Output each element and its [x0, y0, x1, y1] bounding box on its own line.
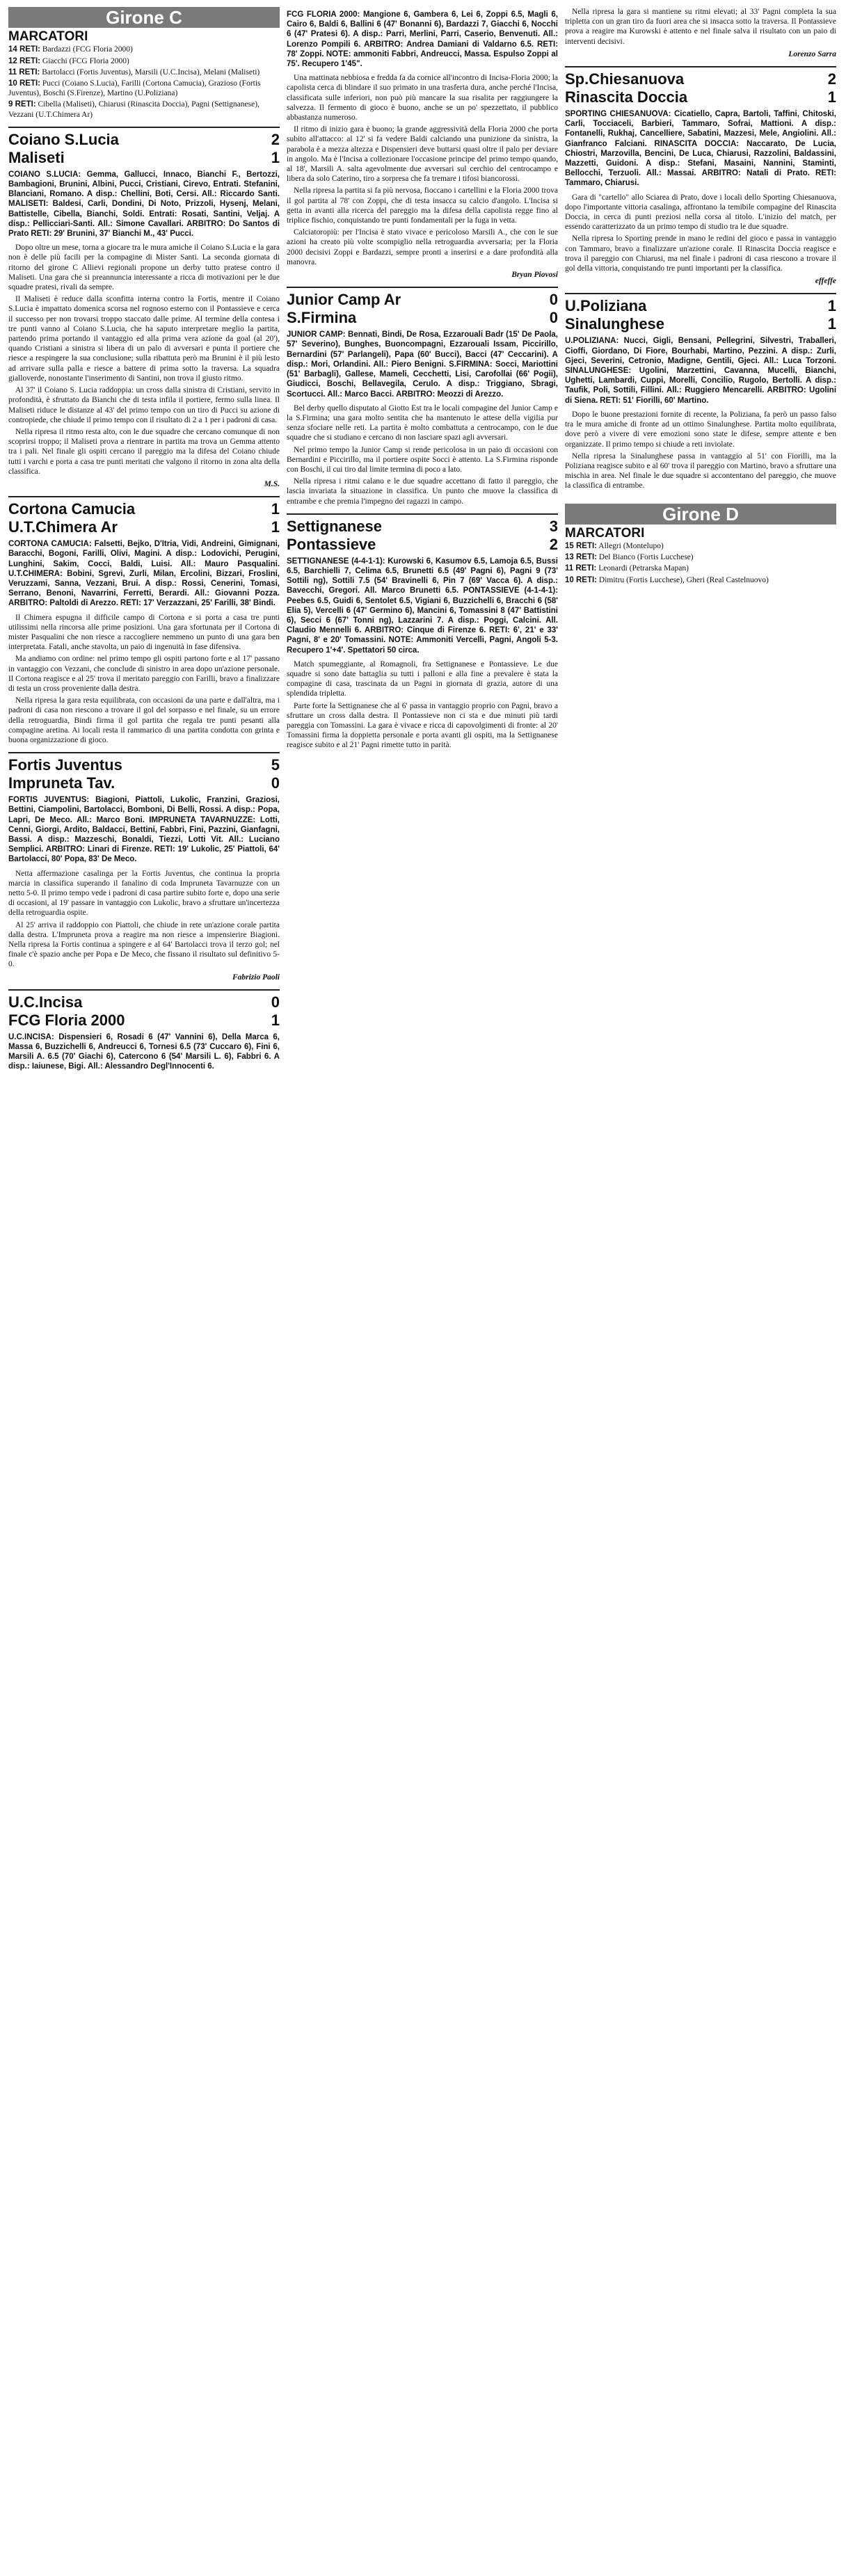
scorer-row: 14 RETI: Bardazzi (FCG Floria 2000) — [8, 45, 133, 54]
team-row-home: Sp.Chiesanuova 2 — [565, 70, 836, 88]
match-juniorcamp-sfirmina — [287, 287, 558, 506]
team-row-away: FCG Floria 2000 1 — [8, 1011, 280, 1029]
scorer-row: 12 RETI: Giacchi (FCG Floria 2000) — [8, 56, 129, 65]
article-paragraph: Parte forte la Settignanese che al 6' passa in vantaggio proprio con Pagni, bravo a sfruttare un cross dalla destra. Il Pontassieve non ci sta e due minuti più tardi pareggia con Tomassini. La gara è vivace e ricca di capovolgimenti di fronte: al 20' Tomassini firma la doppietta personale e porta avanti gli ospiti, ma la Settignanese reagisce subito e al 21' Pagni rimette tutto in parità. — [287, 701, 558, 750]
match-lineups: SETTIGNANESE (4-4-1-1): Kurowski 6, Kasumov 6.5, Lamoja 6.5, Bussi 6.5, Barchielli 7, Celima 6.5, Brunetti 6.5 (49' Pagni 6), Pagni 9 (73' Sottili ng), Sottili 7.5 (54' Bravinelli 6, Pin 7 (69' Vacca 6). A disp.: Bavecchi, Gregori. All. Marco Brunetti 6.5. PONTASSIEVE (4-1-4-1): Peebes 6.5, Guidi 6, Sentolet 6.5, Vigiani 6, Buzzichelli 6, Bracchi 6 (58' Elia 5), Vercelli 6 (47' Germino 6), Mancini 6, Tomassini 8 (47' Battistini 6), Secci 6 (67' Tonni ng), Lazzarini 7. A disp.: Poggi, Calcini. All. Claudio Mennelli 6. ARBITRO: Cinque di Firenze 6. RETI: 6', 21' e 33' Pagni, 8' e 20' Tomassini. NOTE: Ammoniti Vercelli, Pagni, Angoli 5-3. Recupero 1'+4'. Spettatori 50 circa. — [287, 557, 558, 655]
match-coiano-maliseti — [8, 127, 280, 489]
section-band-girone-d: Girone D — [565, 504, 836, 525]
scorer-row: 11 RETI: Bartolacci (Fortis Juventus), Marsili (U.C.Incisa), Melani (Maliseti) — [8, 67, 260, 77]
scorer-row: 9 RETI: Cibella (Maliseti), Chiarusi (Rinascita Doccia), Pagni (Settignanese), Vezzani (U.T.Chimera Ar) — [8, 100, 260, 119]
article-paragraph: Netta affermazione casalinga per la Fortis Juventus, che continua la propria marcia in classifica superando il fanalino di coda Impruneta Tavarnuzze con un netto 5-0. Il primo tempo vede i padroni di casa partire subito forte e, dopo una serie di occasioni, al 19' passare in vantaggio con Lukolic, bravo a sfruttare un'incertezza della retroguardia ospite. — [8, 869, 280, 918]
team-row-home: Cortona Camucia 1 — [8, 500, 280, 518]
article-paragraph: Il Chimera espugna il difficile campo di Cortona e si porta a casa tre punti utilissimi nella rincorsa alle prime posizioni. Una gara sfortunata per il Cortona di mister Pasqualini che non riesce a raccogliere nemmeno un punto di una gara ben interpretata. Fatali, anche stavolta, un paio di ingenuità in fase difensiva. — [8, 613, 280, 652]
article-paragraph: Al 37' il Coiano S. Lucia raddoppia: un cross dalla sinistra di Cristiani, servito in profondità, è sfruttato da Bianchi che di testa infila il portiere, fermo sulla linea. Il Maliseti riduce le distanze al 43' del primo tempo con un tiro di Pucci su azione di contropiede, che chiude il primo tempo con il risultato di 2 a 1 per i padroni di casa. — [8, 386, 280, 424]
article-author: Lorenzo Sarra — [788, 49, 836, 58]
team-row-home: U.C.Incisa 0 — [8, 993, 280, 1011]
team-row-home: Junior Camp Ar 0 — [287, 291, 558, 309]
article-paragraph: Nella ripresa la Sinalunghese passa in vantaggio al 51' con Fiorilli, ma la Poliziana reagisce subito e al 60' trova il pareggio con Martino, bravo a sfruttare una mischia in area. Nel finale le due squadre si accontentano del pareggio, che muove la classifica di entrambe. — [565, 451, 836, 490]
team-row-away: S.Firmina 0 — [287, 309, 558, 327]
article-paragraph: Nella ripresa il ritmo resta alto, con le due squadre che cercano comunque di non scoprirsi troppo; il Maliseti prova a rientrare in partita ma trova un Gemma attento tra i pali. Nel finale gli ospiti cercano il pareggio ma la difesa del Coiano chiude tutti i varchi e porta a casa tre punti meritati che valgono il ritorno in zona alta della classifica. — [8, 427, 280, 476]
match-poliziana-sinalunghese — [565, 293, 836, 490]
match-lineups: CORTONA CAMUCIA: Falsetti, Bejko, D'Itria, Vidi, Andreini, Gimignani, Baracchi, Bogoni, Farilli, Olivi, Magini. A disp.: Lodovichi, Perugini, Lunghini, Sakim, Cocci, Baldi, Luisi. All.: Mauro Pasqualini. U.T.CHIMERA: Bobini, Sgrevi, Zurli, Milan, Ercolini, Bizzari, Froslini, Veruzzami, Sanna, Vezzani, Brui. A disp.: Rossi, Cenerini, Tomasi, Serrano, Benoni, Navarrini, Ferretti, Berardi. All.: Giovanni Pozza. ARBITRO: Paltoldi di Arezzo. RETI: 17' Verzazzani, 25' Farilli, 38' Bindi. — [8, 540, 280, 608]
article-paragraph: Il Maliseti è reduce dalla sconfitta interna contro la Fortis, mentre il Coiano S.Lucia è impattato domenica scorsa nel rognoso esterno con il Pontassieve e cerca il successo per non trovarsi troppo staccato dalle prime. Al termine della contesa i tre punti vanno al Coiano S.Lucia, che ha saputo interpretare meglio la partita, partendo prima portando il vantaggio ed alla prima vera azione da goal (al 20'), quando Cristiani a sinistra si libera di un palo di avversari e punta il portiere che riesce a respingere la sua conclusione; sulla ribattuta però ma Brunini è il più lesto ad arrivare sulla palla e riesce a battere di prima sotto la traversa. La squadra gialloverde, nonostante l'inserimento di Santini, non trova il giusto ritmo. — [8, 295, 280, 383]
team-row-home: Coiano S.Lucia 2 — [8, 130, 280, 148]
scorer-row: 15 RETI: Allegri (Montelupo) — [565, 541, 664, 550]
team-row-home: Settignanese 3 — [287, 517, 558, 535]
article-paragraph: Nella ripresa lo Sporting prende in mano le redini del gioco e passa in vantaggio con Tammaro, bravo a finalizzare un'azione corale. Il Rinascita Doccia reagisce e trova il pareggio con Chiarusi, ma nel finale i padroni di casa riescono a trovare il gol della vittoria, conquistando tre punti importanti per la classifica. — [565, 234, 836, 273]
scorer-row: 10 RETI: Dimitru (Fortis Lucchese), Gheri (Real Castelnuovo) — [565, 575, 769, 584]
match-lineups: SPORTING CHIESANUOVA: Cicatiello, Capra, Bartoli, Taffini, Chitoski, Carli, Tocciaceli, Barbieri, Tammaro, Sofrai, Mattioni. A disp.: Fontanelli, Rukhaj, Cancelliere, Sabatini, Mazzesi, Mele, Angiolini. All.: Gianfranco Falciani. RINASCITA DOCCIA: Naccarato, De Lucia, Chiostri, Marzovilla, Bencini, De Luca, Chiarusi, Razzolini, Baldassini, Mazzetti, Guidoni. A disp.: Stefani, Masaini, Nannini, Staminti, Bellocchi, Terzuoli. All.: Massai. ARBITRO: Natali di Prato. RETI: Tammaro, Chiarusi. — [565, 110, 836, 188]
match-chiesanuova-doccia — [565, 66, 836, 286]
scorer-row: 10 RETI: Pucci (Coiano S.Lucia), Farilli (Cortona Camucia), Grazioso (Fortis Juventus), Boschi (S.Firenze), Martino (U.Poliziana) — [8, 79, 261, 98]
article-paragraph: Match spumeggiante, al Romagnoli, fra Settignanese e Pontassieve. Le due squadre si sono date battaglia su tutti i palloni e alla fine a prevalere è stata la compagine di casa, trascinata da un Pagni in giornata di grazia, autore di una splendida tripletta. — [287, 659, 558, 698]
scorers-list — [8, 45, 280, 119]
team-row-away: Maliseti 1 — [8, 148, 280, 166]
column-1 — [8, 7, 280, 2569]
scorers-list — [565, 541, 836, 585]
article-paragraph: Dopo oltre un mese, torna a giocare tra le mura amiche il Coiano S.Lucia e la gara non è delle più facili per la compagine di Mister Santi. La seconda giornata di ritorno del girone C Allievi regionali propone un derby tutto pratese contro il Maliseti. Una gara che si preannuncia interessante a ricca di motivazioni per le due squadre pratesi, rivali da sempre. — [8, 243, 280, 292]
match-settignanese-pontassieve — [287, 513, 558, 751]
article-paragraph: Al 25' arriva il raddoppio con Piattoli, che chiude in rete un'azione corale partita dalla destra. L'Impruneta prova a reagire ma non riesce a impensierire Biagioni. Nella ripresa la Fortis continua a spingere e al 64' Bartolacci trova il terzo gol; nel finale c'è spazio anche per Popa e De Meco, che fissano il risultato sul definitivo 5-0. — [8, 920, 280, 969]
article-paragraph: Calciatoropiù: per l'Incisa è stato vivace e pericoloso Marsili A., che con le sue azioni ha creato più volte scompiglio nella retroguardia avversaria; per la Floria 2000 decisivi Zoppi e Bardazzi, sempre pronti a inserirsi e a dare profondità alla manovra. — [287, 228, 558, 266]
article-paragraph: Nel primo tempo la Junior Camp si rende pericolosa in un paio di occasioni con Bernardini e Piccirillo, ma il portiere ospite Socci è attento. La S.Firmina risponde con Boschi, il cui tiro dal limite termina di poco a lato. — [287, 445, 558, 474]
scorer-row: 11 RETI: Leonardi (Petrarska Mapan) — [565, 564, 689, 573]
match-lineups-continued: FCG FLORIA 2000: Mangione 6, Gambera 6, Lei 6, Zoppi 6.5, Magli 6, Cairo 6, Baldi 6, Ballini 6 (47' Bonanni 6), Bardazzi 7, Giacchi 6, Nocchi 6 (47' Pratesi 6). A disp.: Parri, Merlini, Parri, Caserio, Benvenuti. All.: Lorenzo Pompili 6. ARBITRO: Andrea Damiani di Valdarno 6.5. RETI: 78' Zoppi. NOTE: ammoniti Fabbri, Andreucci, Massa. Espulso Zoppi al 75'. Recupero 1'45". — [287, 10, 558, 69]
team-row-home: U.Poliziana 1 — [565, 297, 836, 315]
article-paragraph: Ma andiamo con ordine: nel primo tempo gli ospiti partono forte e al 17' passano in vantaggio con Vezzani, che conclude di sinistro in area dopo un'azione personale. Il Cortona reagisce e al 25' trova il meritato pareggio con Farilli, bravo a finalizzare di testa un cross proveniente dalla destra. — [8, 655, 280, 693]
match-incisa-floria — [8, 989, 280, 1072]
match-lineups: FORTIS JUVENTUS: Biagioni, Piattoli, Lukolic, Franzini, Graziosi, Bettini, Ciampolini, Bartolacci, Bomboni, Di Belli, Rossi. A disp.: Popa, Lapri, De Meco. All.: Marco Boni. IMPRUNETA TAVARNUZZE: Lotti, Cenni, Giorgi, Ardito, Baldacci, Bettini, Fabbri, Fini, Pazzini, Gianfagni, Bassi. A disp.: Mazzeschi, Bonaldi, Tiezzi, Lotti Vit. All.: Luciano Semplici. ARBITRO: Linari di Firenze. RETI: 19' Lukolic, 25' Piattoli, 64' Bartolacci, 80' Popa, 83' De Meco. — [8, 796, 280, 864]
scorer-row: 13 RETI: Del Bianco (Fortis Lucchese) — [565, 553, 694, 562]
match-lineups: JUNIOR CAMP: Bennati, Bindi, De Rosa, Ezzarouali Badr (15' De Paola, 57' Severino), Bunghes, Buoncompagni, Ezzarouali Issam, Piccirillo, Bernardini (57' Parlangeli), Papa (60' Bucci), Bacci (47' Ceccarini). A disp.: Mori, Orlandini. All.: Piero Benigni. S.FIRMINA: Socci, Mariottini (51' Barbagli), Gallese, Mameli, Cecchetti, Lisi, Carofollai (66' Pogii), Giudicci, Boschi, Bellavegila, Cerulo. A disp.: Triggiano, Sbragi, Scortucci. All.: Marco Bacci. ARBITRO: Meozzi di Arezzo. — [287, 330, 558, 399]
match-lineups: COIANO S.LUCIA: Gemma, Gallucci, Innaco, Bianchi F., Bertozzi, Bambagioni, Brunini, Albini, Pucci, Cristiani, Cirevo, Entrati. Stefanini, Blanciani, Romano. A disp.: Chellini, Boti, Cersi. All.: Riccardo Santi. MALISETI: Baldesi, Carli, Dondini, Di Noto, Prizzoli, Hysenj, Melani, Battistelle, Cibella, Bianchi, Soldi. Entrati: Rosati, Santini, Veljaj. A disp.: Pellicciari-Santi. All.: Simone Cavallari. ARBITRO: Do Santos di Prato RETI: 29' Brunini, 37' Bianchi M., 43' Pucci. — [8, 170, 280, 239]
scorers-title: MARCATORI — [8, 29, 88, 45]
article-paragraph: Gara di "cartello" allo Sciarea di Prato, dove i locali dello Sporting Chiesanuova, dopo l'importante vittoria casalinga, affrontano la temibile compagine del Rinascita Doccia, in cerca di punti preziosi nella corsa al titolo. L'inizio del match, per essendo caratterizzato da un primo tempo di studio tra le due squadre. — [565, 193, 836, 232]
article-paragraph: Nella ripresa la gara si mantiene su ritmi elevati; al 33' Pagni completa la sua tripletta con un gran tiro da fuori area che si insacca sotto la traversa. Il Pontassieve prova a reagire ma Kurowski è attento e nel finale salva il risultato con un paio di interventi decisivi. — [565, 8, 836, 46]
team-row-away: Pontassieve 2 — [287, 535, 558, 553]
article-author: M.S. — [264, 479, 280, 488]
team-row-away: Impruneta Tav. 0 — [8, 774, 280, 792]
article-author: effeffe — [815, 277, 836, 286]
article-paragraph: Dopo le buone prestazioni fornite di recente, la Poliziana, fa però un passo falso tra le mura amiche di fronte ad un ottimo Sinalunghese. Partita molto equilibrata, dove però a vivere di vere emozioni sono state le difese, sempre attente e ben organizzate. Il primo tempo si chiude a reti inviolate. — [565, 410, 836, 449]
article-paragraph: Nella ripresa la partita si fa più nervosa, fioccano i cartellini e la Floria 2000 trova il gol partita al 78' con Zoppi, che di testa insacca su calcio d'angolo. L'Incisa si getta in avanti alla ricerca del pareggio ma la difesa della capolista regge fino al triplice fischio, conquistando tre punti fondamentali per la fuga in vetta. — [287, 186, 558, 225]
article-author: Fabrizio Paoli — [232, 973, 280, 982]
team-row-home: Fortis Juventus 5 — [8, 756, 280, 774]
scorers-title: MARCATORI — [565, 525, 645, 541]
team-row-away: U.T.Chimera Ar 1 — [8, 518, 280, 536]
article-paragraph: Una mattinata nebbiosa e fredda fa da cornice all'incontro di Incisa-Floria 2000; la capolista cerca di blindare il suo primato in una trasferta dura, anche perché l'Incisa, classificata sulle inferiori, non può più mancare la sua risalita per raggiungere la salvezza. Il fermento di gioco è buono, anche se un po' spezzettato, il pubblico abbastanza numeroso. — [287, 74, 558, 122]
column-3 — [565, 7, 836, 2569]
article-author: Bryan Piovosi — [511, 271, 558, 280]
article-paragraph: Nella ripresa i ritmi calano e le due squadre accettano di fatto il pareggio, che lascia invariata la situazione in classifica. Un punto che muove la classifica di entrambe e che premia l'impegno dei ragazzi in campo. — [287, 477, 558, 506]
match-fortis-impruneta — [8, 752, 280, 982]
match-cortona-chimera — [8, 496, 280, 745]
article-paragraph: Bel derby quello disputato al Giotto Est tra le locali compagine del Junior Camp e la S.Firmina; una gara molto sentita che ha mantenuto le attese della vigilia pur senza sfociare nelle reti. La partita è molto combattuta a centrocampo, con le due squadre che si studiano e cercano di non lasciare spazi agli avversari. — [287, 403, 558, 442]
column-2 — [287, 7, 558, 2569]
article-paragraph: Il ritmo di inizio gara è buono; la grande aggressività della Floria 2000 che porta subito all'attacco: al 12' si fa vedere Baldi calciando una punizione da sinistra, la parabola è a mezza altezza e Dispensieri deve buttarsi quasi oltre il palo per deviare in angolo. Ma è l'Incisa a collezionare l'occasione principe del primo tempo quando, al 18', Marsili A. salta agevolmente due avversari sul cerchio del centrocampo e libera da solo Caterino, tiro a sorpresa che fa tremare i tifosi biancorossi. — [287, 125, 558, 184]
article-paragraph: Nella ripresa la gara resta equilibrata, con occasioni da una parte e dall'altra, ma i padroni di casa non riescono a trovare il gol del sorpasso e nel finale, su un errore della retroguardia, Bindi firma il gol partita che regala tre punti pesanti alla compagine aretina. Ai locali resta il rammarico di una partita condotta con grinta e buona organizzazione di gioco. — [8, 696, 280, 744]
match-lineups: U.C.INCISA: Dispensieri 6, Rosadi 6 (47' Vannini 6), Della Marca 6, Massa 6, Buzzichelli 6, Andreucci 6, Tornesi 6.5 (73' Cuccaro 6), Fini 6, Marsili A. 6.5 (70' Giachi 6), Catercono 6 (54' Marsili L. 6), Fabbri 6. A disp.: Iaiunese, Bigi. All.: Alessandro Degl'Innocenti 6. — [8, 1032, 280, 1071]
team-row-away: Sinalunghese 1 — [565, 315, 836, 333]
team-row-away: Rinascita Doccia 1 — [565, 88, 836, 106]
match-lineups: U.POLIZIANA: Nucci, Gigli, Bensani, Pellegrini, Silvestri, Traballeri, Cioffi, Giordano, Di Fiore, Bourhabi, Martino, Pezzini. A disp.: Zurli, Gjeci, Severini, Cetronio, Madigne, Gentili, Gjeci. All.: Luca Torzoni. SINALUNGHESE: Ugolini, Marzettini, Cavanna, Mucelli, Bianchi, Ughetti, Lambardi, Cuppi, Morelli, Concilio, Rugolo, Bertolli. A disp.: Taufik, Poli, Sottili, Fillini. All.: Ruggiero Mencarelli. ARBITRO: Ugolini di Siena. RETI: 51' Fiorilli, 60' Martino. — [565, 337, 836, 405]
section-band-girone-c: Girone C — [8, 7, 280, 28]
